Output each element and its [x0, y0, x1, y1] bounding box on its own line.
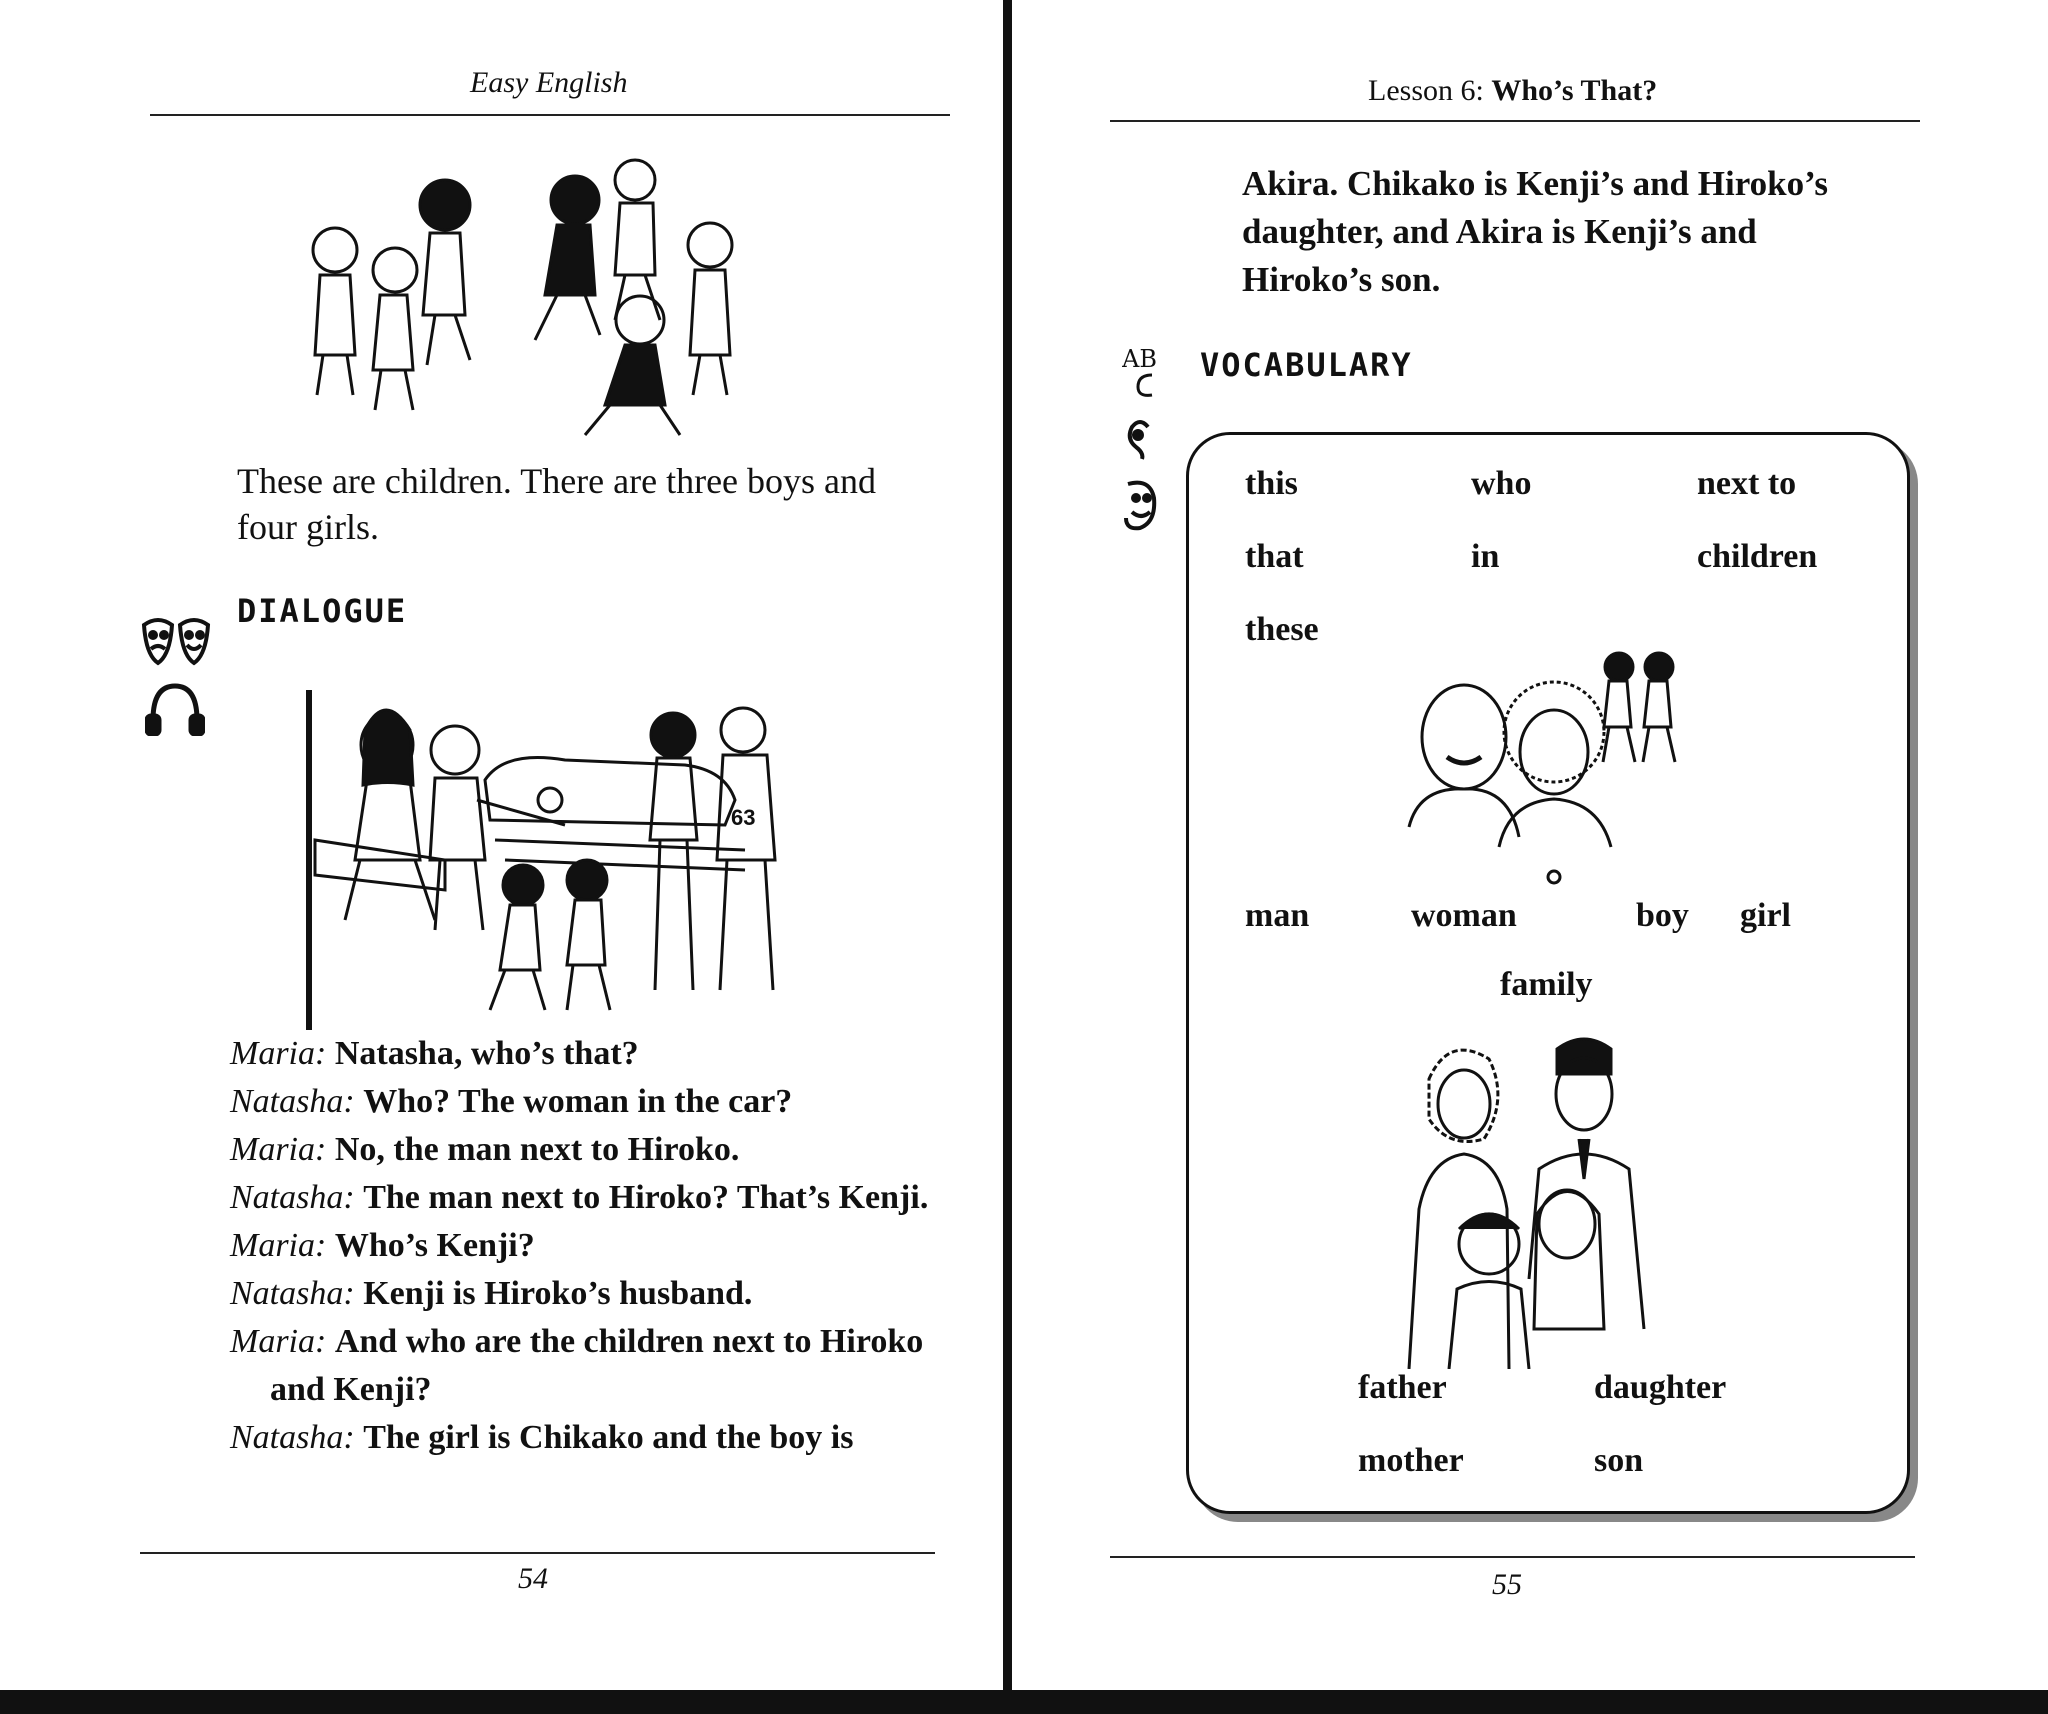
dialogue-line: Natasha: The man next to Hiroko? That’s Kenji.	[230, 1179, 929, 1216]
vocab-word: next to	[1697, 465, 1797, 502]
vocab-word: boy	[1636, 897, 1689, 934]
left-page	[0, 0, 1005, 1690]
footer-rule	[140, 1552, 935, 1554]
vocabulary-box	[1186, 432, 1910, 1514]
shirt-number: 63	[731, 805, 756, 830]
children-caption: These are children. There are three boys and four girls.	[237, 461, 877, 547]
vocab-word: father	[1358, 1369, 1447, 1406]
ear-icon	[1122, 415, 1158, 461]
dialogue-line: Maria: Who’s Kenji?	[230, 1227, 535, 1264]
dialogue-line: Maria: And who are the children next to Hiroko and Kenji?	[230, 1323, 924, 1408]
running-head: Easy English	[470, 66, 628, 99]
children-illustration	[295, 155, 775, 445]
dialogue-line: Maria: Natasha, who’s that?	[230, 1035, 639, 1072]
vocab-word: woman	[1411, 897, 1517, 934]
dialogue-line: Maria: No, the man next to Hiroko.	[230, 1131, 740, 1168]
dialogue-line: Natasha: Who? The woman in the car?	[230, 1083, 793, 1120]
headphones-icon	[145, 680, 205, 736]
vocab-word: children	[1697, 538, 1818, 575]
footer-rule	[1110, 1556, 1915, 1558]
vocab-word: that	[1245, 538, 1304, 575]
dialogue-line: Natasha: Kenji is Hiroko’s husband.	[230, 1275, 753, 1312]
speaking-face-icon	[1120, 478, 1162, 534]
vocab-word: who	[1471, 465, 1532, 502]
header-rule	[1110, 120, 1920, 122]
family-illustration	[1389, 1029, 1689, 1369]
vocab-word: this	[1245, 465, 1298, 502]
page-number: 54	[518, 1562, 548, 1595]
svg-text:AB: AB	[1122, 345, 1157, 373]
vocab-word: in	[1471, 538, 1500, 575]
people-illustration	[1379, 647, 1709, 897]
dialogue-text	[230, 1030, 930, 1462]
vocab-word: man	[1245, 897, 1310, 934]
masks-icon	[140, 615, 212, 670]
vocab-word: mother	[1358, 1442, 1464, 1479]
dialogue-line: Natasha: The girl is Chikako and the boy is	[230, 1419, 854, 1456]
vocab-word: family	[1500, 966, 1593, 1003]
page-number: 55	[1492, 1568, 1522, 1601]
vocab-word: girl	[1740, 897, 1791, 934]
header-rule	[150, 114, 950, 116]
scan-bottom-edge	[0, 1690, 2048, 1714]
abc-icon	[1122, 345, 1162, 397]
vocab-word: daughter	[1594, 1369, 1727, 1406]
vocab-word: these	[1245, 611, 1319, 648]
dialogue-illustration	[305, 690, 815, 1030]
running-head: Lesson 6: Who’s That?	[1368, 74, 1658, 107]
dialogue-heading: DIALOGUE	[237, 592, 408, 630]
vocabulary-heading: VOCABULARY	[1200, 346, 1413, 384]
vocab-word: son	[1594, 1442, 1644, 1479]
continuation-text: Akira. Chikako is Kenji’s and Hiroko’s daughter, and Akira is Kenji’s and Hiroko’s son.	[1242, 164, 1829, 299]
